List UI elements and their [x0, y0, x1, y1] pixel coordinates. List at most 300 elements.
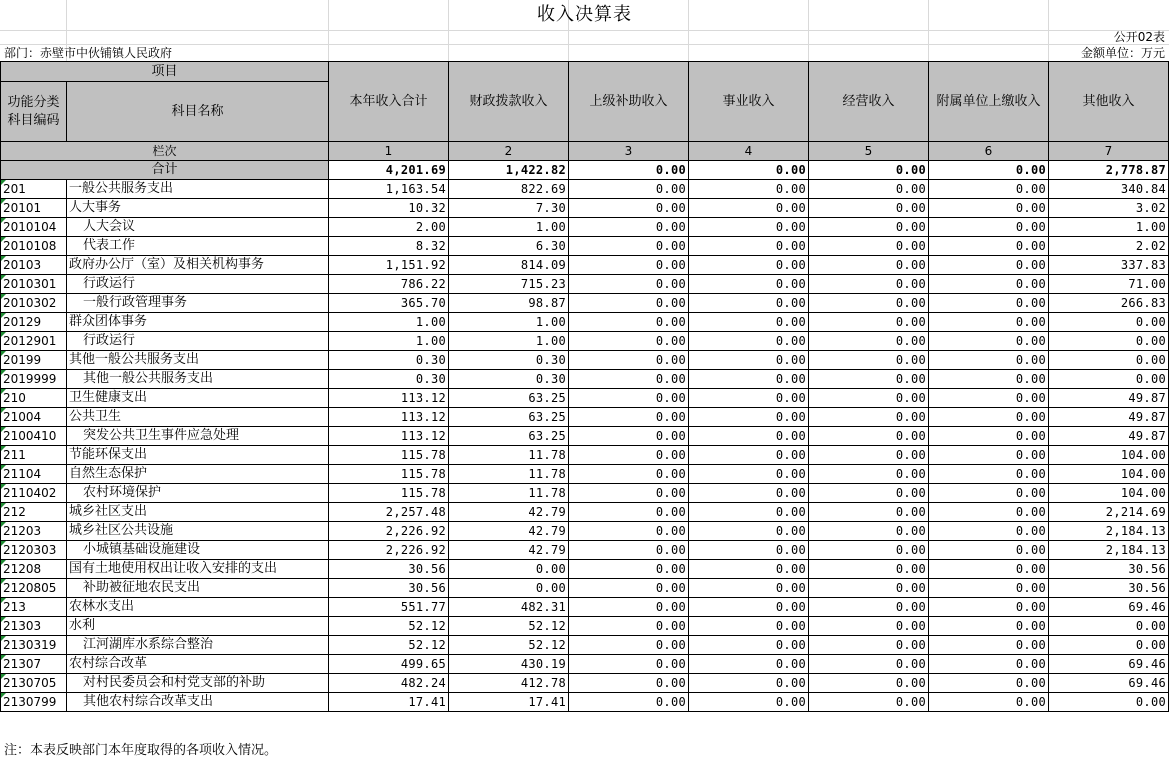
row-name: 人大事务 — [67, 199, 329, 218]
row-code: 2010104 — [1, 218, 67, 237]
row-value: 52.12 — [329, 636, 449, 655]
row-code: 20199 — [1, 351, 67, 370]
row-value: 2.02 — [1049, 237, 1169, 256]
row-name: 人大会议 — [67, 218, 329, 237]
row-value: 0.00 — [689, 180, 809, 199]
header-col-1: 本年收入合计 — [329, 62, 449, 142]
row-value: 0.00 — [569, 465, 689, 484]
row-value: 0.00 — [689, 313, 809, 332]
row-value: 42.79 — [449, 522, 569, 541]
row-name: 自然生态保护 — [67, 465, 329, 484]
row-value: 0.00 — [929, 617, 1049, 636]
row-value: 0.00 — [809, 598, 929, 617]
row-value: 8.32 — [329, 237, 449, 256]
income-table — [0, 61, 1169, 712]
row-value: 0.00 — [689, 370, 809, 389]
row-value: 0.00 — [689, 351, 809, 370]
header-col-7: 其他收入 — [1049, 62, 1169, 142]
row-name: 农村综合改革 — [67, 655, 329, 674]
row-value: 69.46 — [1049, 655, 1169, 674]
row-value: 0.00 — [929, 332, 1049, 351]
row-code: 21004 — [1, 408, 67, 427]
row-value: 0.00 — [1049, 636, 1169, 655]
table-row — [1, 674, 1169, 693]
row-value: 430.19 — [449, 655, 569, 674]
row-code: 21303 — [1, 617, 67, 636]
row-value: 337.83 — [1049, 256, 1169, 275]
row-value: 0.00 — [809, 579, 929, 598]
row-value: 3.02 — [1049, 199, 1169, 218]
row-code: 2120303 — [1, 541, 67, 560]
table-row — [1, 408, 1169, 427]
row-value: 266.83 — [1049, 294, 1169, 313]
row-value: 0.00 — [809, 408, 929, 427]
row-value: 0.00 — [689, 560, 809, 579]
row-value: 1,163.54 — [329, 180, 449, 199]
row-value: 11.78 — [449, 484, 569, 503]
table-row — [1, 370, 1169, 389]
table-row — [1, 636, 1169, 655]
row-name: 国有土地使用权出让收入安排的支出 — [67, 560, 329, 579]
table-row — [1, 465, 1169, 484]
row-value: 2,226.92 — [329, 541, 449, 560]
row-value: 0.00 — [929, 427, 1049, 446]
row-value: 30.56 — [1049, 560, 1169, 579]
table-row — [1, 693, 1169, 712]
row-value: 0.00 — [929, 218, 1049, 237]
row-value: 71.00 — [1049, 275, 1169, 294]
row-value: 6.30 — [449, 237, 569, 256]
col-number-4: 4 — [689, 142, 809, 161]
row-code: 2010108 — [1, 237, 67, 256]
row-value: 0.00 — [809, 655, 929, 674]
row-value: 1.00 — [329, 313, 449, 332]
col-number-3: 3 — [569, 142, 689, 161]
row-value: 2,184.13 — [1049, 541, 1169, 560]
row-value: 0.00 — [689, 408, 809, 427]
row-name: 一般行政管理事务 — [67, 294, 329, 313]
row-value: 1.00 — [449, 218, 569, 237]
row-code: 2012901 — [1, 332, 67, 351]
row-value: 0.00 — [689, 389, 809, 408]
row-code: 201 — [1, 180, 67, 199]
row-value: 0.00 — [689, 636, 809, 655]
row-name: 突发公共卫生事件应急处理 — [67, 427, 329, 446]
total-value: 1,422.82 — [449, 161, 569, 180]
row-name: 水利 — [67, 617, 329, 636]
row-value: 42.79 — [449, 503, 569, 522]
row-value: 0.00 — [689, 237, 809, 256]
row-value: 17.41 — [329, 693, 449, 712]
table-row — [1, 389, 1169, 408]
row-value: 0.00 — [929, 579, 1049, 598]
row-value: 822.69 — [449, 180, 569, 199]
total-value: 0.00 — [929, 161, 1049, 180]
report-title: 收入决算表 — [537, 4, 632, 25]
row-value: 0.00 — [569, 218, 689, 237]
table-body — [1, 180, 1169, 712]
row-value: 0.00 — [929, 693, 1049, 712]
row-code: 2130705 — [1, 674, 67, 693]
row-value: 17.41 — [449, 693, 569, 712]
row-name: 城乡社区支出 — [67, 503, 329, 522]
row-value: 1,151.92 — [329, 256, 449, 275]
row-code: 210 — [1, 389, 67, 408]
row-value: 0.00 — [569, 636, 689, 655]
row-value: 0.00 — [929, 541, 1049, 560]
row-name: 其他一般公共服务支出 — [67, 370, 329, 389]
row-value: 0.00 — [809, 693, 929, 712]
col-number-5: 5 — [809, 142, 929, 161]
row-value: 42.79 — [449, 541, 569, 560]
row-value: 0.00 — [569, 674, 689, 693]
row-value: 0.00 — [809, 617, 929, 636]
table-row — [1, 503, 1169, 522]
row-value: 115.78 — [329, 465, 449, 484]
row-value: 113.12 — [329, 408, 449, 427]
row-value: 0.00 — [929, 389, 1049, 408]
row-name: 公共卫生 — [67, 408, 329, 427]
row-value: 0.00 — [809, 294, 929, 313]
row-value: 104.00 — [1049, 484, 1169, 503]
row-value: 0.00 — [569, 370, 689, 389]
row-value: 0.00 — [1049, 332, 1169, 351]
row-value: 30.56 — [329, 579, 449, 598]
total-value: 0.00 — [809, 161, 929, 180]
row-value: 0.00 — [929, 256, 1049, 275]
row-code: 212 — [1, 503, 67, 522]
header-col-2: 财政拨款收入 — [449, 62, 569, 142]
row-name: 补助被征地农民支出 — [67, 579, 329, 598]
row-value: 0.00 — [929, 408, 1049, 427]
table-row — [1, 522, 1169, 541]
row-value: 0.00 — [569, 655, 689, 674]
row-name: 农林水支出 — [67, 598, 329, 617]
row-value: 69.46 — [1049, 598, 1169, 617]
row-value: 0.00 — [929, 446, 1049, 465]
col-number-2: 2 — [449, 142, 569, 161]
row-value: 0.00 — [1049, 617, 1169, 636]
header-func-code: 功能分类科目编码 — [1, 82, 67, 142]
row-value: 115.78 — [329, 446, 449, 465]
row-value: 0.00 — [569, 484, 689, 503]
row-value: 0.00 — [689, 674, 809, 693]
row-value: 0.00 — [689, 199, 809, 218]
row-name: 群众团体事务 — [67, 313, 329, 332]
header-subject-name: 科目名称 — [67, 82, 329, 142]
table-row — [1, 313, 1169, 332]
row-value: 0.00 — [809, 180, 929, 199]
table-row — [1, 427, 1169, 446]
row-value: 30.56 — [1049, 579, 1169, 598]
row-value: 2,184.13 — [1049, 522, 1169, 541]
row-value: 0.00 — [929, 674, 1049, 693]
row-value: 0.00 — [569, 294, 689, 313]
row-value: 482.31 — [449, 598, 569, 617]
total-value: 0.00 — [689, 161, 809, 180]
row-value: 0.00 — [809, 256, 929, 275]
table-row — [1, 598, 1169, 617]
row-value: 0.00 — [569, 541, 689, 560]
row-value: 0.00 — [569, 180, 689, 199]
col-number-7: 7 — [1049, 142, 1169, 161]
row-code: 21203 — [1, 522, 67, 541]
row-value: 0.00 — [809, 560, 929, 579]
row-value: 0.00 — [809, 351, 929, 370]
row-code: 21208 — [1, 560, 67, 579]
row-value: 0.00 — [929, 522, 1049, 541]
row-name: 小城镇基础设施建设 — [67, 541, 329, 560]
row-value: 0.00 — [809, 313, 929, 332]
row-value: 10.32 — [329, 199, 449, 218]
total-value: 4,201.69 — [329, 161, 449, 180]
row-value: 0.00 — [929, 294, 1049, 313]
row-value: 0.00 — [569, 275, 689, 294]
row-value: 0.00 — [1049, 313, 1169, 332]
row-code: 21104 — [1, 465, 67, 484]
row-value: 2,226.92 — [329, 522, 449, 541]
col-number-1: 1 — [329, 142, 449, 161]
row-code: 21307 — [1, 655, 67, 674]
row-value: 0.00 — [569, 389, 689, 408]
row-value: 0.00 — [809, 446, 929, 465]
row-value: 0.00 — [689, 218, 809, 237]
row-code: 2130799 — [1, 693, 67, 712]
row-value: 0.00 — [569, 693, 689, 712]
row-value: 63.25 — [449, 389, 569, 408]
row-value: 1.00 — [449, 332, 569, 351]
row-value: 0.00 — [1049, 370, 1169, 389]
table-row — [1, 351, 1169, 370]
total-value: 0.00 — [569, 161, 689, 180]
row-name: 其他一般公共服务支出 — [67, 351, 329, 370]
row-value: 412.78 — [449, 674, 569, 693]
row-value: 0.00 — [809, 389, 929, 408]
row-value: 0.00 — [809, 636, 929, 655]
header-item: 项目 — [1, 62, 329, 82]
row-value: 2,257.48 — [329, 503, 449, 522]
row-value: 0.30 — [329, 370, 449, 389]
row-value: 0.00 — [449, 579, 569, 598]
department-label: 部门：赤壁市中伙铺镇人民政府 — [4, 46, 173, 60]
row-code: 2100410 — [1, 427, 67, 446]
row-value: 0.00 — [689, 332, 809, 351]
row-value: 0.00 — [569, 237, 689, 256]
row-name: 对村民委员会和村党支部的补助 — [67, 674, 329, 693]
row-value: 0.00 — [809, 484, 929, 503]
row-value: 340.84 — [1049, 180, 1169, 199]
total-label: 合计 — [1, 161, 329, 180]
row-value: 0.00 — [569, 522, 689, 541]
table-row — [1, 180, 1169, 199]
row-name: 节能环保支出 — [67, 446, 329, 465]
row-value: 0.00 — [569, 617, 689, 636]
row-value: 0.00 — [929, 180, 1049, 199]
row-value: 551.77 — [329, 598, 449, 617]
row-value: 115.78 — [329, 484, 449, 503]
row-value: 0.00 — [929, 351, 1049, 370]
row-name: 城乡社区公共设施 — [67, 522, 329, 541]
row-value: 0.00 — [569, 313, 689, 332]
row-value: 0.00 — [569, 579, 689, 598]
row-value: 0.00 — [809, 332, 929, 351]
row-value: 52.12 — [329, 617, 449, 636]
row-value: 0.00 — [929, 275, 1049, 294]
row-value: 1.00 — [449, 313, 569, 332]
row-value: 0.00 — [689, 256, 809, 275]
table-row — [1, 218, 1169, 237]
total-value: 2,778.87 — [1049, 161, 1169, 180]
header-col-5: 经营收入 — [809, 62, 929, 142]
row-value: 11.78 — [449, 446, 569, 465]
row-name: 卫生健康支出 — [67, 389, 329, 408]
row-code: 2019999 — [1, 370, 67, 389]
row-name: 政府办公厅（室）及相关机构事务 — [67, 256, 329, 275]
row-value: 0.00 — [929, 370, 1049, 389]
row-value: 0.00 — [809, 370, 929, 389]
row-value: 52.12 — [449, 617, 569, 636]
row-value: 0.00 — [689, 465, 809, 484]
row-value: 0.00 — [689, 579, 809, 598]
table-row — [1, 579, 1169, 598]
row-name: 一般公共服务支出 — [67, 180, 329, 199]
row-code: 2120805 — [1, 579, 67, 598]
row-code: 2110402 — [1, 484, 67, 503]
row-value: 499.65 — [329, 655, 449, 674]
table-row — [1, 294, 1169, 313]
table-row — [1, 655, 1169, 674]
row-value: 0.00 — [569, 351, 689, 370]
row-value: 0.00 — [569, 560, 689, 579]
row-value: 98.87 — [449, 294, 569, 313]
row-value: 0.00 — [569, 427, 689, 446]
row-value: 814.09 — [449, 256, 569, 275]
row-value: 0.00 — [689, 693, 809, 712]
row-value: 0.00 — [1049, 351, 1169, 370]
row-value: 0.00 — [689, 294, 809, 313]
row-value: 52.12 — [449, 636, 569, 655]
row-value: 0.00 — [569, 256, 689, 275]
row-name: 代表工作 — [67, 237, 329, 256]
row-code: 2010301 — [1, 275, 67, 294]
row-code: 2010302 — [1, 294, 67, 313]
row-value: 7.30 — [449, 199, 569, 218]
table-row — [1, 199, 1169, 218]
row-value: 0.00 — [689, 427, 809, 446]
header-column-index: 栏次 — [1, 142, 329, 161]
row-name: 农村环境保护 — [67, 484, 329, 503]
row-value: 0.00 — [809, 275, 929, 294]
row-value: 0.00 — [569, 503, 689, 522]
row-value: 0.00 — [689, 446, 809, 465]
row-value: 0.30 — [449, 351, 569, 370]
row-value: 0.00 — [929, 484, 1049, 503]
row-value: 0.00 — [569, 408, 689, 427]
row-value: 0.00 — [689, 484, 809, 503]
row-code: 20129 — [1, 313, 67, 332]
footnote: 注：本表反映部门本年度取得的各项收入情况。 — [4, 743, 278, 758]
row-value: 0.00 — [809, 465, 929, 484]
header-col-4: 事业收入 — [689, 62, 809, 142]
row-code: 213 — [1, 598, 67, 617]
table-row — [1, 541, 1169, 560]
row-name: 其他农村综合改革支出 — [67, 693, 329, 712]
row-value: 0.00 — [929, 465, 1049, 484]
col-number-6: 6 — [929, 142, 1049, 161]
row-value: 0.00 — [809, 503, 929, 522]
row-value: 30.56 — [329, 560, 449, 579]
row-value: 0.00 — [569, 598, 689, 617]
row-value: 49.87 — [1049, 408, 1169, 427]
table-row — [1, 617, 1169, 636]
row-value: 0.00 — [929, 636, 1049, 655]
row-value: 63.25 — [449, 408, 569, 427]
row-value: 0.00 — [449, 560, 569, 579]
header-col-6: 附属单位上缴收入 — [929, 62, 1049, 142]
row-code: 20101 — [1, 199, 67, 218]
row-value: 49.87 — [1049, 389, 1169, 408]
row-value: 0.00 — [689, 598, 809, 617]
row-value: 0.00 — [689, 503, 809, 522]
row-code: 2130319 — [1, 636, 67, 655]
row-value: 0.30 — [329, 351, 449, 370]
row-name: 行政运行 — [67, 332, 329, 351]
row-value: 63.25 — [449, 427, 569, 446]
row-value: 0.00 — [1049, 693, 1169, 712]
table-row — [1, 332, 1169, 351]
row-value: 2.00 — [329, 218, 449, 237]
row-value: 49.87 — [1049, 427, 1169, 446]
table-row — [1, 446, 1169, 465]
table-row — [1, 275, 1169, 294]
row-name: 江河湖库水系综合整治 — [67, 636, 329, 655]
row-value: 113.12 — [329, 427, 449, 446]
row-value: 365.70 — [329, 294, 449, 313]
row-code: 211 — [1, 446, 67, 465]
row-name: 行政运行 — [67, 275, 329, 294]
row-value: 0.00 — [929, 503, 1049, 522]
row-value: 0.00 — [569, 199, 689, 218]
row-value: 0.00 — [929, 655, 1049, 674]
row-value: 0.00 — [569, 446, 689, 465]
row-value: 0.00 — [809, 199, 929, 218]
row-value: 1.00 — [329, 332, 449, 351]
row-value: 786.22 — [329, 275, 449, 294]
row-value: 0.00 — [689, 655, 809, 674]
table-row — [1, 256, 1169, 275]
row-value: 0.00 — [689, 541, 809, 560]
table-row — [1, 484, 1169, 503]
row-value: 0.00 — [929, 199, 1049, 218]
row-value: 0.30 — [449, 370, 569, 389]
row-value: 0.00 — [809, 674, 929, 693]
row-value: 2,214.69 — [1049, 503, 1169, 522]
row-value: 104.00 — [1049, 465, 1169, 484]
row-value: 0.00 — [809, 218, 929, 237]
table-row — [1, 237, 1169, 256]
row-value: 0.00 — [689, 275, 809, 294]
row-value: 0.00 — [809, 237, 929, 256]
header-col-3: 上级补助收入 — [569, 62, 689, 142]
table-id: 公开02表 — [1113, 30, 1165, 44]
row-value: 69.46 — [1049, 674, 1169, 693]
row-value: 0.00 — [929, 237, 1049, 256]
row-value: 0.00 — [809, 541, 929, 560]
row-value: 113.12 — [329, 389, 449, 408]
row-value: 0.00 — [929, 598, 1049, 617]
row-value: 11.78 — [449, 465, 569, 484]
unit-label: 金额单位：万元 — [1080, 46, 1165, 60]
